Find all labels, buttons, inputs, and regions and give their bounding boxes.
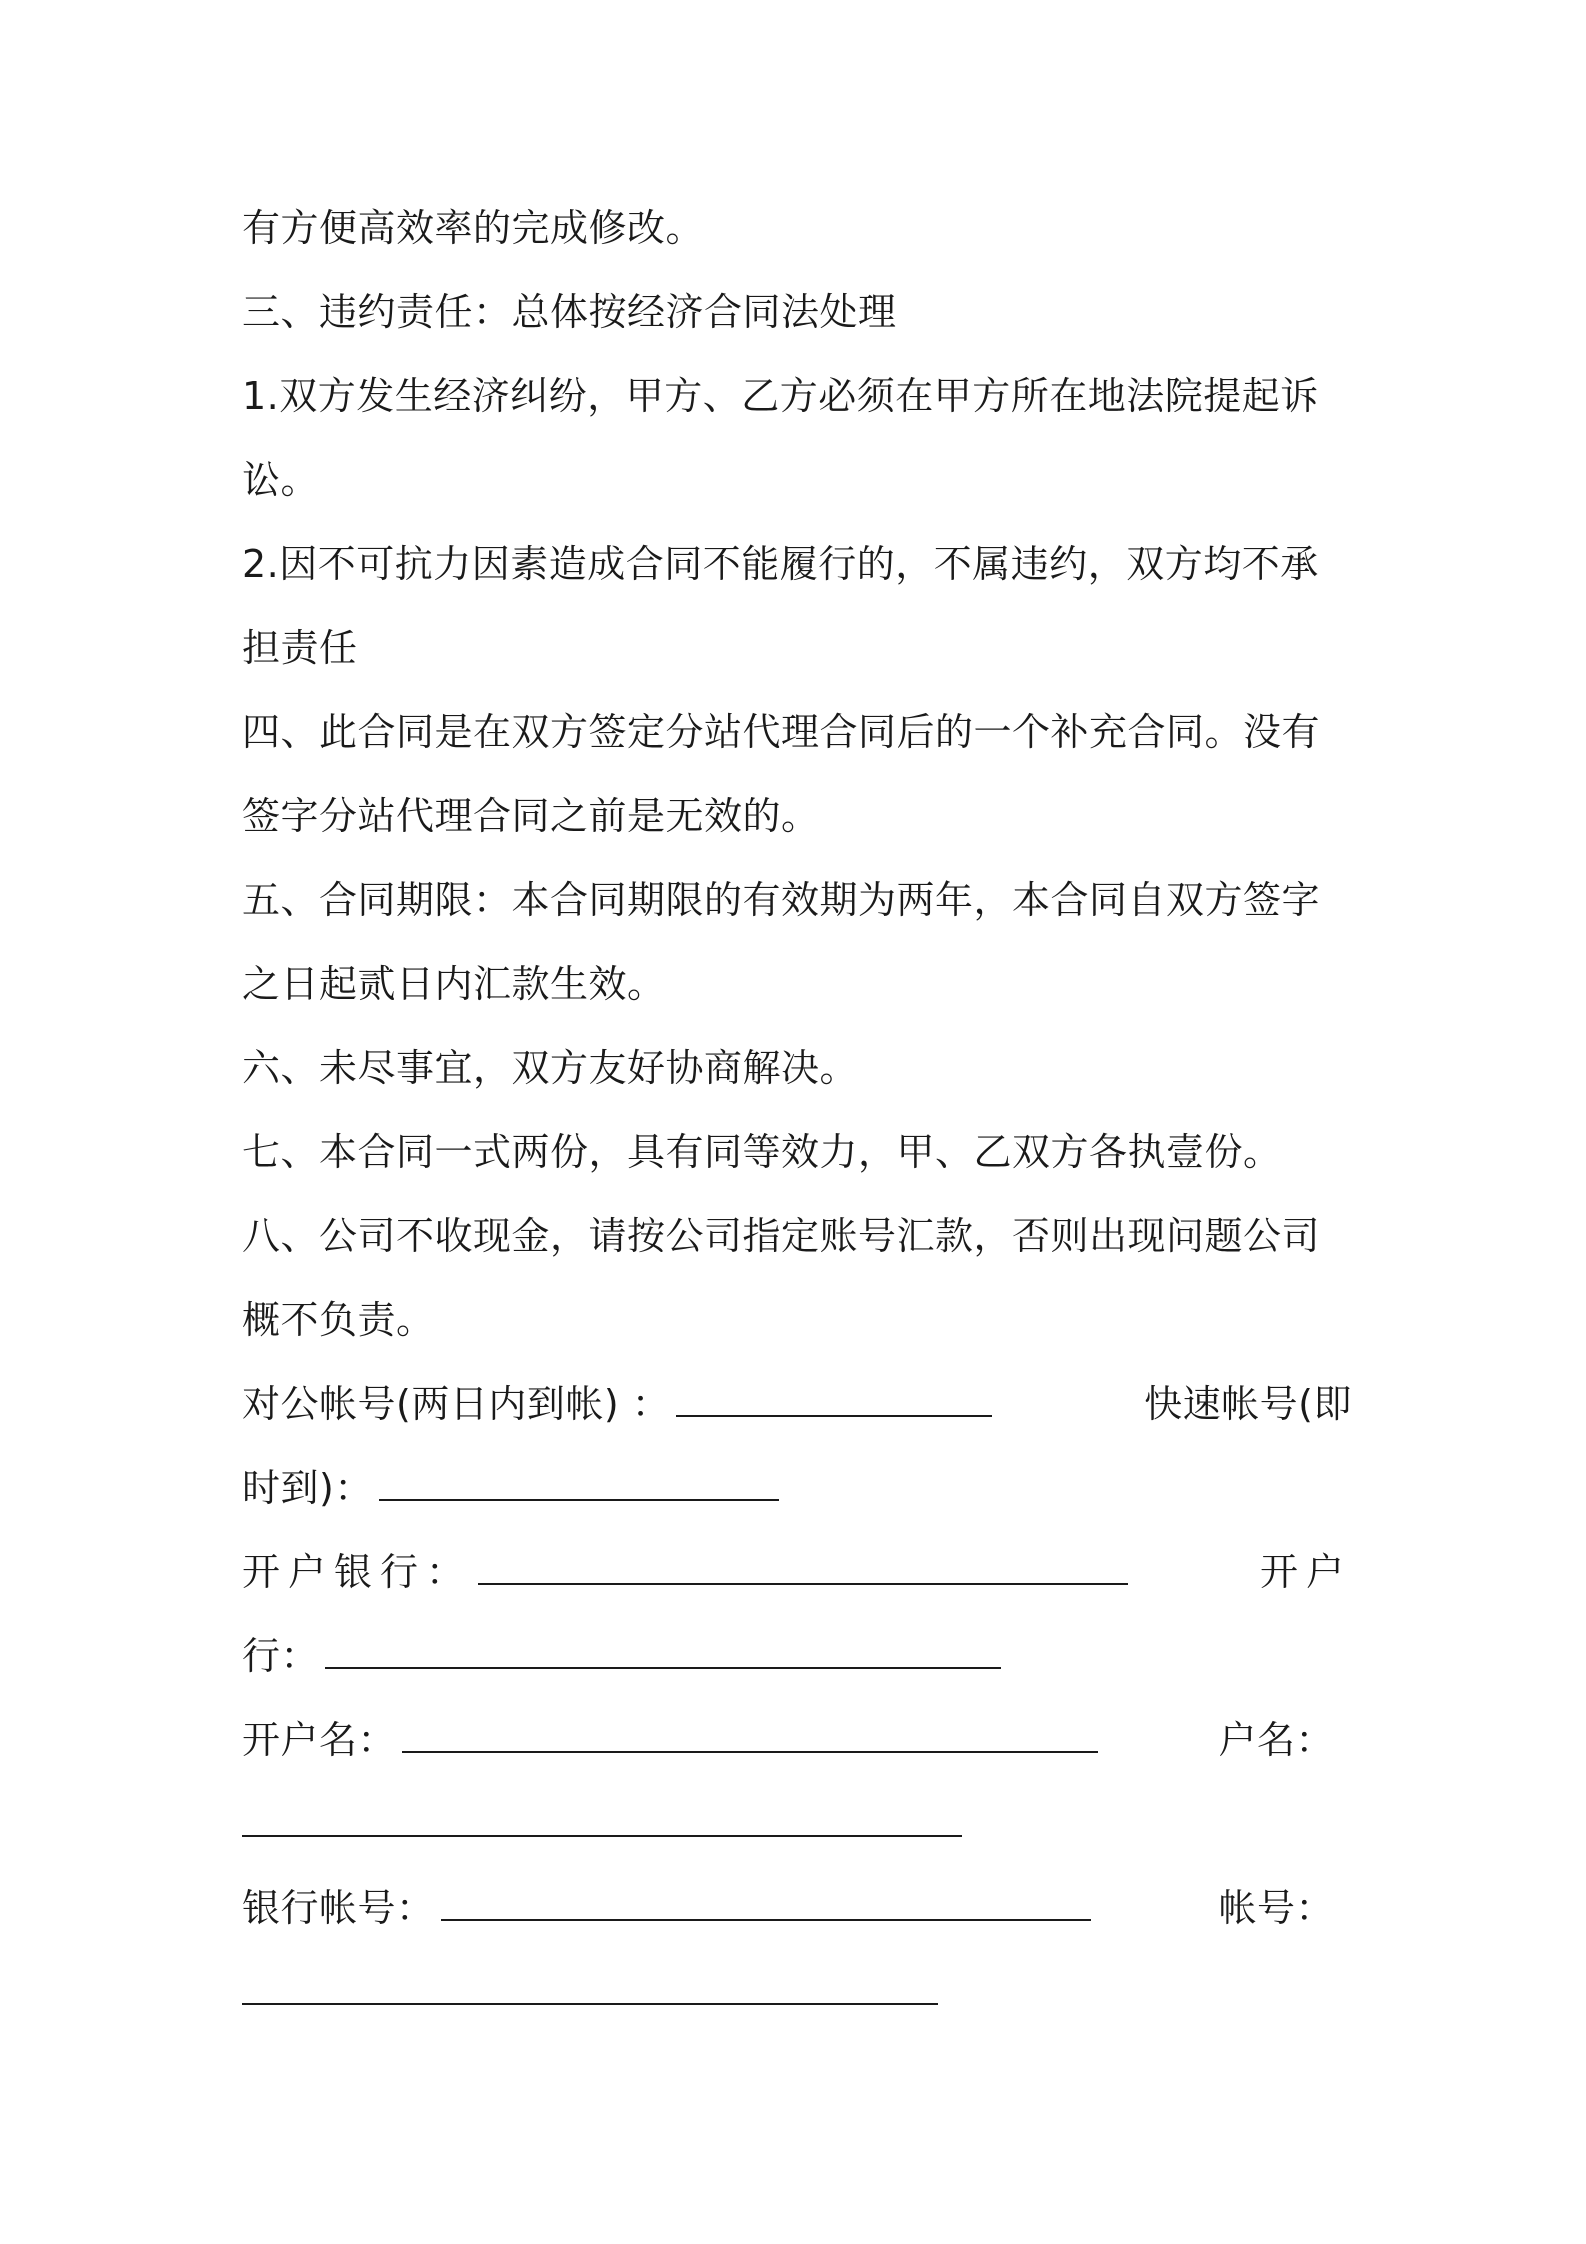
bank-blank[interactable] [478, 1582, 1128, 1585]
account-name-right-label: 户名： [1218, 1718, 1334, 1762]
paragraph-line: 七、本合同一式两份，具有同等效力，甲、乙双方各执壹份。 [242, 1130, 1282, 1174]
account-name-blank[interactable] [402, 1750, 1098, 1753]
public-account-row [242, 1379, 1352, 1429]
paragraph-line: 1.双方发生经济纠纷，甲方、乙方必须在甲方所在地法院提起诉 [242, 374, 1319, 418]
section-heading-breach: 三、违约责任：总体按经济合同法处理 [242, 290, 897, 334]
bank-row [242, 1547, 1352, 1597]
paragraph-line: 六、未尽事宜，双方友好协商解决。 [242, 1046, 859, 1090]
fast-account-label: 快速帐号(即 [1144, 1382, 1352, 1426]
paragraph-line: 签字分站代理合同之前是无效的。 [242, 794, 820, 838]
account-name-row [242, 1715, 1352, 1765]
paragraph-line: 讼。 [242, 458, 320, 502]
public-account-label: 对公帐号(两日内到帐) ： [242, 1382, 671, 1426]
paragraph-line: 担责任 [242, 626, 358, 670]
bank-label: 开户银行： [242, 1550, 473, 1594]
paragraph-line: 概不负责。 [242, 1298, 435, 1342]
bank-label-right: 开户 [1259, 1550, 1352, 1594]
bank-account-row [242, 1883, 1352, 1933]
paragraph-line: 有方便高效率的完成修改。 [242, 206, 705, 250]
bank-account-label: 银行帐号： [242, 1886, 435, 1930]
bank-account-right-label: 帐号： [1218, 1886, 1334, 1930]
fast-account-row [242, 1463, 1352, 1513]
fast-account-blank[interactable] [379, 1498, 779, 1501]
bank-account-blank-2[interactable] [242, 2002, 938, 2005]
bank-account-row-cont [242, 1967, 1352, 2017]
account-name-row-cont [242, 1799, 1352, 1849]
paragraph-line: 2.因不可抗力因素造成合同不能履行的，不属违约，双方均不承 [242, 542, 1319, 586]
paragraph-line: 之日起贰日内汇款生效。 [242, 962, 666, 1006]
account-name-label: 开户名： [242, 1718, 397, 1762]
bank-blank-2[interactable] [325, 1666, 1001, 1669]
public-account-blank[interactable] [676, 1414, 992, 1417]
paragraph-line: 八、公司不收现金，请按公司指定账号汇款，否则出现问题公司 [242, 1214, 1321, 1258]
paragraph-line: 四、此合同是在双方签定分站代理合同后的一个补充合同。没有 [242, 710, 1321, 754]
paragraph-line: 五、合同期限：本合同期限的有效期为两年，本合同自双方签字 [242, 878, 1321, 922]
bank-row-cont [242, 1631, 1352, 1681]
bank-label-right-cont: 行： [242, 1634, 320, 1678]
fast-account-label-cont: 时到)： [242, 1466, 373, 1510]
bank-account-blank[interactable] [441, 1918, 1091, 1921]
account-name-blank-2[interactable] [242, 1834, 962, 1837]
